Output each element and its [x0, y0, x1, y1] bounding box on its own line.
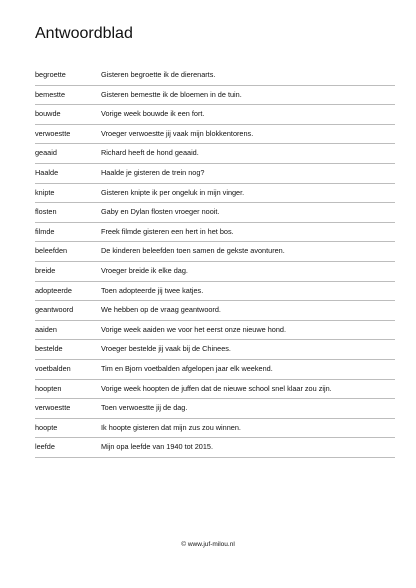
footer-copyright: © www.juf-milou.nl [181, 541, 235, 548]
answer-row [35, 125, 395, 145]
answer-row [35, 301, 395, 321]
answer-row [35, 419, 395, 439]
answer-word: voetbalden [35, 363, 71, 373]
answer-sentence: Freek filmde gisteren een hert in het bos. [101, 226, 234, 236]
answer-row [35, 321, 395, 341]
answer-word: verwoestte [35, 403, 71, 413]
answer-sentence: Gisteren bemestte ik de bloemen in de tuin. [101, 89, 242, 99]
answer-sentence: Toen adopteerde jij twee katjes. [101, 285, 204, 295]
answer-word: filmde [35, 226, 55, 236]
answer-sentence: Richard heeft de hond geaaid. [101, 148, 199, 158]
answer-word: hoopten [35, 383, 62, 393]
answer-row [35, 144, 395, 164]
answer-word: hoopte [35, 422, 58, 432]
answer-row [35, 438, 395, 458]
answer-row [35, 262, 395, 282]
answer-word: bestelde [35, 344, 63, 354]
answer-word: verwoestte [35, 128, 71, 138]
answer-row [35, 86, 395, 106]
answer-word: begroette [35, 70, 66, 79]
answer-row [35, 242, 395, 262]
answer-sentence: Vroeger breide ik elke dag. [101, 265, 188, 275]
answer-sentence: Toen verwoestte jij de dag. [101, 403, 188, 413]
answer-row [35, 164, 395, 184]
answer-sentence: Gaby en Dylan flosten vroeger nooit. [101, 207, 220, 217]
answer-row [35, 66, 395, 86]
answer-word: leefde [35, 442, 55, 452]
answer-word: flosten [35, 207, 57, 217]
answer-word: bouwde [35, 109, 61, 119]
answer-sentence: Gisteren knipte ik per ongeluk in mijn vinger. [101, 187, 245, 197]
answer-sentence: Haalde je gisteren de trein nog? [101, 167, 205, 177]
answer-word: geantwoord [35, 305, 74, 315]
answer-sentence: Vorige week hoopten de juffen dat de nieuwe school snel klaar zou zijn. [101, 383, 332, 393]
answer-sentence: Ik hoopte gisteren dat mijn zus zou winnen. [101, 422, 241, 432]
answer-word: Haalde [35, 167, 59, 177]
answer-row [35, 184, 395, 204]
answer-sentence: Vorige week aaiden we voor het eerst onze nieuwe hond. [101, 324, 286, 334]
answer-sentence: Gisteren begroette ik de dierenarts. [101, 70, 216, 79]
answer-row [35, 360, 395, 380]
answer-row [35, 223, 395, 243]
page-title: Antwoordblad [35, 25, 133, 42]
answer-word: breide [35, 265, 56, 275]
answer-row [35, 282, 395, 302]
answer-word: aaiden [35, 324, 57, 334]
answer-row [35, 399, 395, 419]
answer-table [35, 66, 395, 458]
answer-row [35, 380, 395, 400]
answer-sentence: Vroeger verwoestte jij vaak mijn blokkentorens. [101, 128, 254, 138]
answer-sentence: Mijn opa leefde van 1940 tot 2015. [101, 442, 213, 452]
answer-word: geaaid [35, 148, 57, 158]
answer-row [35, 105, 395, 125]
answer-word: adopteerde [35, 285, 72, 295]
answer-sentence: De kinderen beleefden toen samen de gekste avonturen. [101, 246, 285, 256]
answer-sentence: Vorige week bouwde ik een fort. [101, 109, 205, 119]
answer-row [35, 203, 395, 223]
answer-sentence: We hebben op de vraag geantwoord. [101, 305, 221, 315]
answer-word: beleefden [35, 246, 68, 256]
answer-word: knipte [35, 187, 55, 197]
answer-word: bemestte [35, 89, 66, 99]
answer-row [35, 340, 395, 360]
answer-sentence: Vroeger bestelde jij vaak bij de Chinees. [101, 344, 231, 354]
answer-sentence: Tim en Bjorn voetbalden afgelopen jaar elk weekend. [101, 363, 273, 373]
